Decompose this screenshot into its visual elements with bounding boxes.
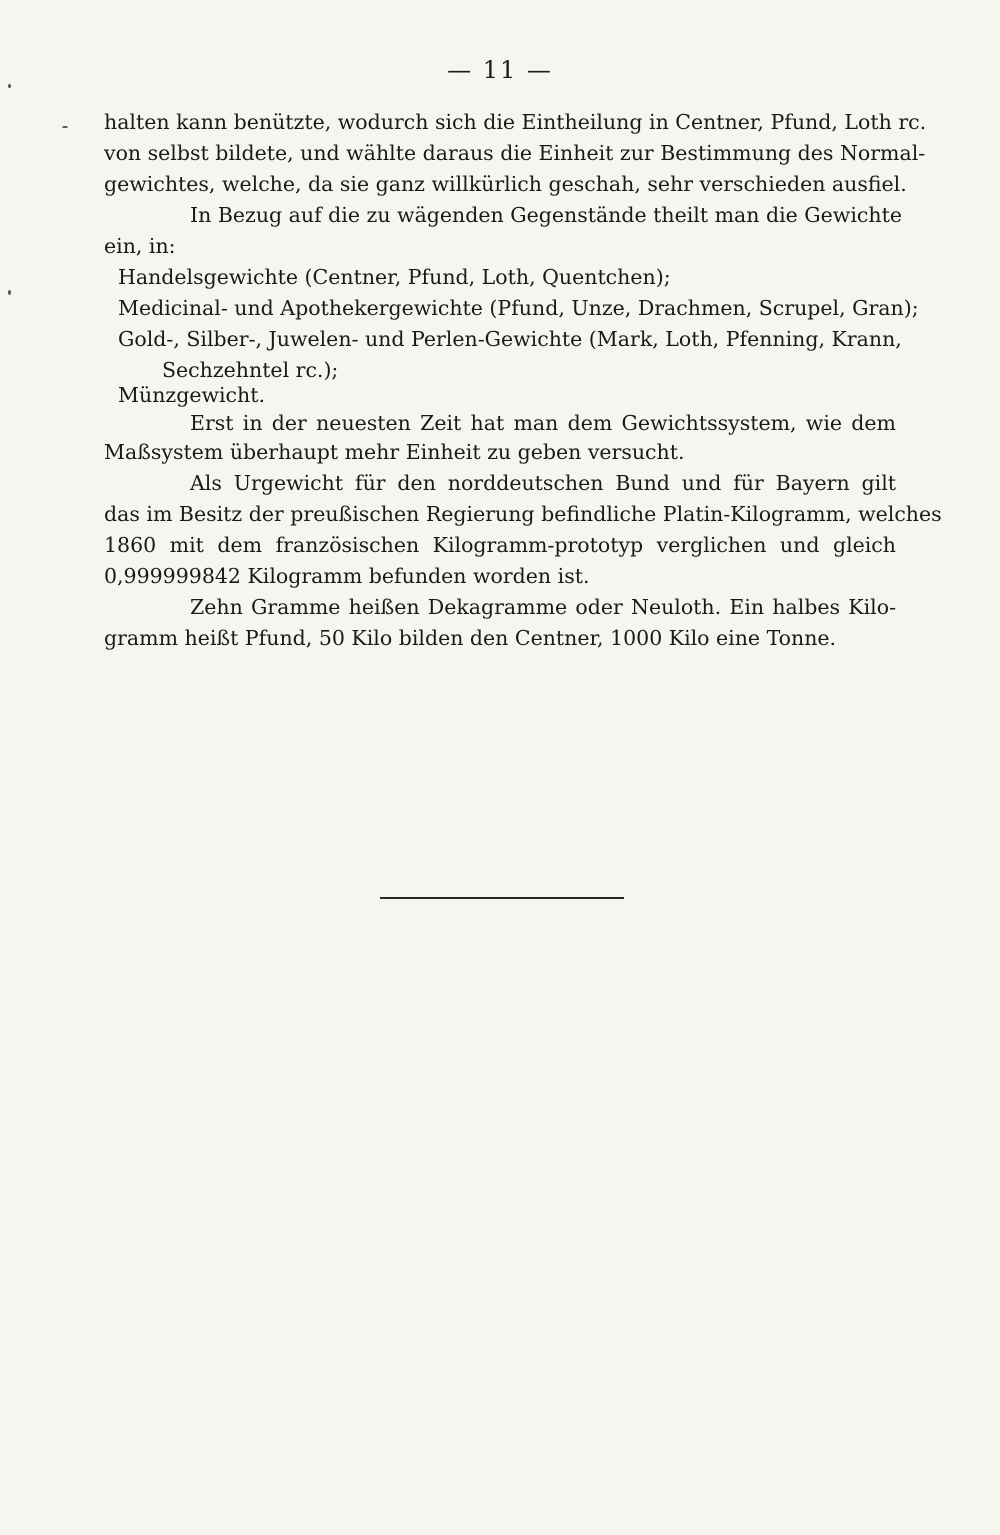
- text-line: 1860 mit dem französischen Kilogramm-prototyp verglichen und gleich: [104, 533, 896, 557]
- text-line: gramm heißt Pfund, 50 Kilo bilden den Centner, 1000 Kilo eine Tonne.: [104, 626, 837, 650]
- text-line: halten kann benützte, wodurch sich die Eintheilung in Centner, Pfund, Loth rc.: [104, 110, 927, 134]
- text-line: Als Urgewicht für den norddeutschen Bund und für Bayern gilt: [190, 471, 896, 495]
- text-line: ein, in:: [104, 234, 176, 258]
- paper-speck: [8, 290, 11, 295]
- text-line: das im Besitz der preußischen Regierung befindliche Platin-Kilogramm, welches: [104, 502, 942, 526]
- paper-speck: [62, 126, 68, 128]
- text-line: Zehn Gramme heißen Dekagramme oder Neuloth. Ein halbes Kilo-: [190, 595, 896, 619]
- list-item-continuation: Sechzehntel rc.);: [162, 358, 339, 382]
- text-line: 0,999999842 Kilogramm befunden worden ist.: [104, 564, 590, 588]
- text-line: In Bezug auf die zu wägenden Gegenstände theilt man die Gewichte: [190, 203, 902, 227]
- list-item: Münzgewicht.: [118, 383, 265, 407]
- page-number: — 11 —: [447, 56, 553, 84]
- text-line: Erst in der neuesten Zeit hat man dem Gewichtssystem, wie dem: [190, 411, 896, 435]
- text-line: von selbst bildete, und wählte daraus die Einheit zur Bestimmung des Normal-: [104, 141, 926, 165]
- list-item: Handelsgewichte (Centner, Pfund, Loth, Quentchen);: [118, 265, 671, 289]
- text-line: gewichtes, welche, da sie ganz willkürlich geschah, sehr verschieden ausfiel.: [104, 172, 907, 196]
- paper-speck: [8, 84, 11, 88]
- section-divider: [380, 897, 624, 899]
- text-line: Maßsystem überhaupt mehr Einheit zu geben versucht.: [104, 440, 685, 464]
- list-item: Gold-, Silber-, Juwelen- und Perlen-Gewichte (Mark, Loth, Pfenning, Krann,: [118, 327, 902, 351]
- list-item: Medicinal- und Apothekergewichte (Pfund, Unze, Drachmen, Scrupel, Gran);: [118, 296, 919, 320]
